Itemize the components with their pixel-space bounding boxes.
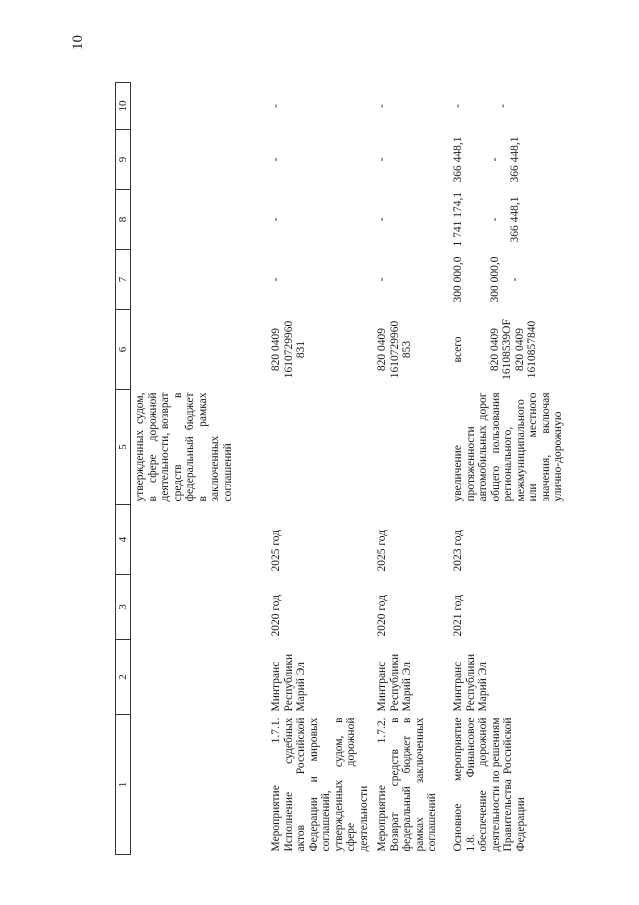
budget-code-line: 820 0409 bbox=[488, 327, 501, 372]
executor: Минтранс Республики Марий Эл bbox=[270, 653, 307, 712]
col-header-9: 9 bbox=[116, 130, 131, 190]
end-year: 2025 год bbox=[376, 529, 388, 572]
table-row bbox=[449, 83, 568, 855]
target-indicator-text: утвержденных судом, в сфере дорожной деятельности, возврат средств в федеральный бюджет в рамках заключенных соглашений bbox=[134, 392, 234, 502]
budget-code-line: 1610857840 bbox=[526, 320, 538, 379]
value-cell bbox=[449, 130, 568, 190]
value-cell: - bbox=[270, 104, 282, 108]
table-row bbox=[131, 83, 268, 855]
value-cell: - bbox=[270, 217, 282, 222]
measure-name: Мероприятие 1.7.1. Исполнение судебных актов Российской Федерации и мировых соглашений, утвержденных судом, в сфере дорожной деятельности bbox=[270, 717, 370, 852]
value-total: - bbox=[452, 104, 464, 108]
value-cell: - bbox=[376, 217, 388, 222]
table-row bbox=[373, 83, 449, 855]
value-cell: - bbox=[270, 157, 282, 162]
header-row bbox=[116, 83, 131, 855]
budget-code bbox=[267, 310, 373, 390]
col-header-4: 4 bbox=[116, 505, 131, 575]
measures-table bbox=[115, 82, 568, 855]
col-header-1: 1 bbox=[116, 715, 131, 855]
executor: Минтранс Республики Марий Эл bbox=[376, 653, 413, 712]
value-cell: - bbox=[270, 277, 282, 282]
budget-code-line: 16108539OF bbox=[501, 319, 513, 380]
target-indicator-text bbox=[267, 390, 373, 505]
end-year: 2025 год bbox=[270, 529, 282, 572]
value-cell bbox=[449, 250, 568, 310]
value-total: 366 448,1 bbox=[452, 136, 464, 183]
rotated-table-area bbox=[0, 100, 564, 905]
col-header-7: 7 bbox=[116, 250, 131, 310]
budget-code bbox=[373, 310, 449, 390]
start-year: 2020 год bbox=[270, 594, 282, 637]
value-line: 366 448,1 bbox=[509, 196, 521, 243]
value-line: - bbox=[488, 157, 501, 162]
budget-code-line: 1610729960 bbox=[388, 320, 401, 379]
budget-code-line: 1610729960 bbox=[282, 320, 295, 379]
value-line: - bbox=[496, 104, 509, 108]
budget-code-line: 820 0409 bbox=[513, 327, 526, 372]
value-cell: - bbox=[376, 104, 388, 108]
budget-code-line: 853 bbox=[401, 340, 413, 359]
start-year: 2021 год bbox=[452, 594, 464, 637]
value-cell bbox=[449, 83, 568, 130]
value-line: 300 000,0 bbox=[488, 256, 501, 303]
value-total: 1 741 174,1 bbox=[452, 191, 464, 247]
value-cell: - bbox=[376, 157, 388, 162]
col-header-3: 3 bbox=[116, 575, 131, 640]
col-header-5: 5 bbox=[116, 390, 131, 505]
budget-code-line: 831 bbox=[295, 340, 307, 359]
col-header-6: 6 bbox=[116, 310, 131, 390]
budget-code-line: 820 0409 bbox=[376, 327, 388, 372]
col-header-10: 10 bbox=[116, 83, 131, 130]
col-header-8: 8 bbox=[116, 190, 131, 250]
budget-code-line: 820 0409 bbox=[270, 327, 282, 372]
executor: Минтранс Республики Марий Эл bbox=[452, 653, 489, 712]
value-total: 300 000,0 bbox=[452, 256, 464, 303]
value-line: - bbox=[488, 217, 501, 222]
measure-name: Мероприятие 1.7.2. Возврат средств в федеральный бюджет в рамках заключенных соглашений bbox=[376, 717, 438, 852]
measure-name: Основное мероприятие 1.8. Финансовое обеспечение дорожной деятельности по решениям Правительства Российской Федерации bbox=[452, 717, 527, 852]
value-cell: - bbox=[376, 277, 388, 282]
value-line: 366 448,1 bbox=[509, 136, 521, 183]
table-row bbox=[267, 83, 373, 855]
start-year: 2020 год bbox=[376, 594, 388, 637]
value-line: - bbox=[509, 277, 521, 282]
page-number: 10 bbox=[70, 35, 86, 50]
col-header-2: 2 bbox=[116, 640, 131, 715]
value-cell bbox=[449, 190, 568, 250]
budget-code bbox=[449, 310, 568, 390]
target-indicator-text: увеличение протяженности автомобильных дорог общего пользования регионального, межмуниципального или местного значения, включая улично-дорожную bbox=[452, 392, 564, 502]
end-year: 2023 год bbox=[452, 529, 464, 572]
target-indicator-text bbox=[373, 390, 449, 505]
budget-total-label: всего bbox=[452, 336, 464, 363]
